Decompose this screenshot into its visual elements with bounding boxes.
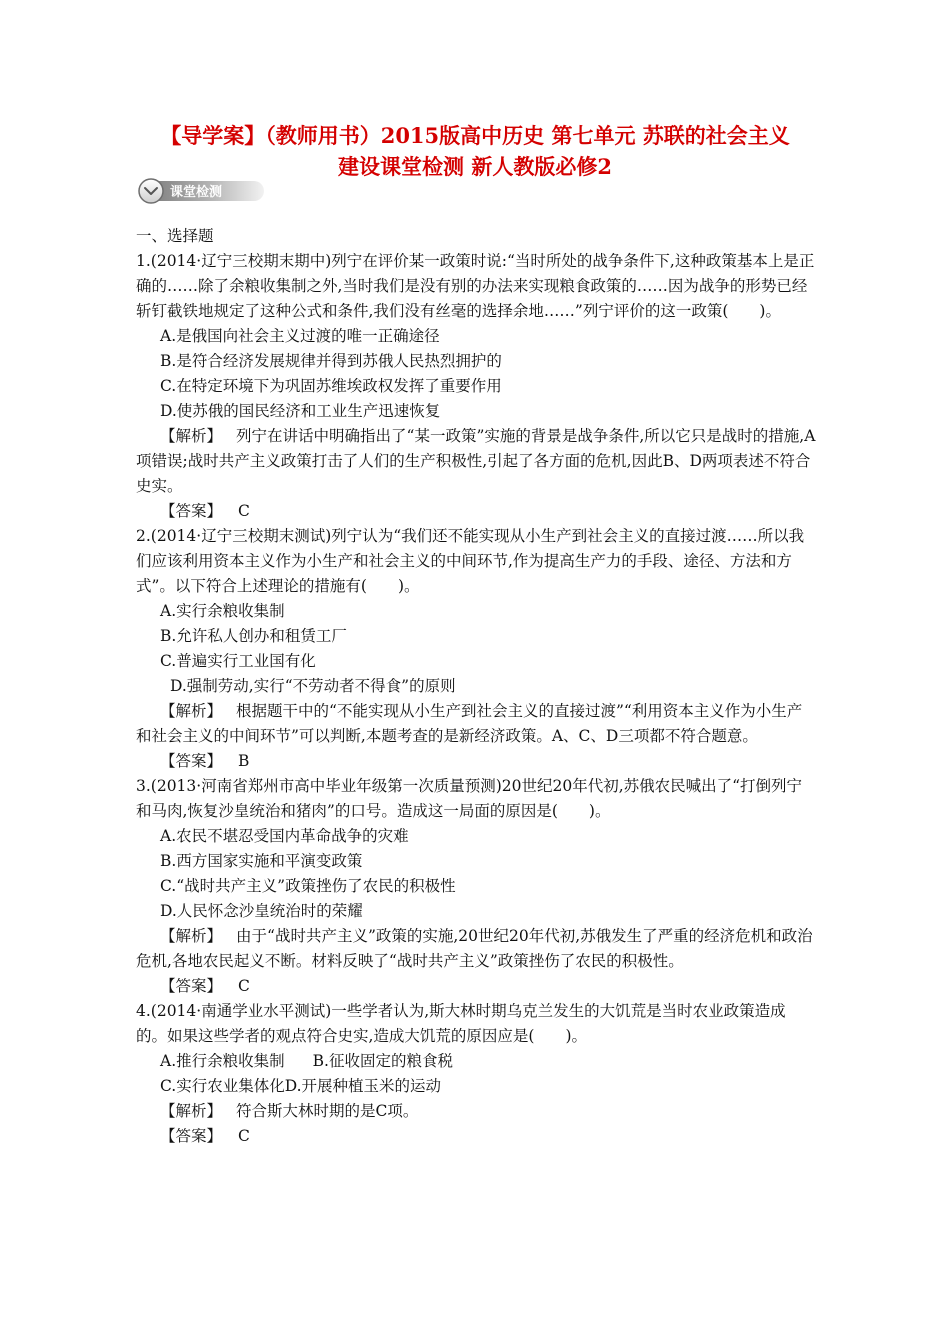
option-a: A.是俄国向社会主义过渡的唯一正确途径 bbox=[160, 327, 440, 345]
analysis-text: 根据题干中的“不能实现从小生产到社会主义的直接过渡”“利用资本主义作为小生产和社会主义的中间环节”可以判断,本题考查的是新经济政策。A、C、D三项都不符合题意。 bbox=[136, 702, 803, 745]
option-d: D.开展种植玉米的运动 bbox=[284, 1077, 442, 1095]
analysis-label: 【解析】 bbox=[160, 1102, 223, 1120]
option-c: C.“战时共产主义”政策挫伤了农民的积极性 bbox=[160, 877, 456, 895]
option-d: D.强制劳动,实行“不劳动者不得食”的原则 bbox=[170, 677, 456, 695]
option-a: A.实行余粮收集制 bbox=[160, 602, 285, 620]
section-badge bbox=[136, 176, 266, 206]
question-stem: 2.(2014·辽宁三校期末测试)列宁认为“我们还不能实现从小生产到社会主义的直接过渡……所以我们应该利用资本主义作为小生产和社会主义的中间环节,作为提高生产力的手段、途径、方法和方式”。以下符合上述理论的措施有( )。 bbox=[136, 527, 805, 595]
answer-label: 【答案】 bbox=[160, 977, 223, 995]
option-c: C.普遍实行工业国有化 bbox=[160, 652, 316, 670]
question-stem: 3.(2013·河南省郑州市高中毕业年级第一次质量预测)20世纪20年代初,苏俄农民喊出了“打倒列宁和马肉,恢复沙皇统治和猪肉”的口号。造成这一局面的原因是( )。 bbox=[136, 777, 803, 820]
answer-label: 【答案】 bbox=[160, 1127, 223, 1145]
answer bbox=[136, 499, 816, 524]
analysis bbox=[136, 1099, 816, 1124]
option-a: A.农民不堪忍受国内革命战争的灾难 bbox=[160, 827, 409, 845]
option-d: D.人民怀念沙皇统治时的荣耀 bbox=[160, 902, 363, 920]
option-d: D.使苏俄的国民经济和工业生产迅速恢复 bbox=[160, 402, 441, 420]
answer bbox=[136, 749, 816, 774]
answer bbox=[136, 974, 816, 999]
answer-value: C bbox=[238, 977, 250, 995]
option-c: C.实行农业集体化 bbox=[160, 1077, 285, 1095]
answer bbox=[136, 1124, 816, 1149]
answer-label: 【答案】 bbox=[160, 752, 223, 770]
options-row-2 bbox=[136, 1074, 816, 1099]
option-b: B.是符合经济发展规律并得到苏俄人民热烈拥护的 bbox=[160, 352, 502, 370]
analysis-label: 【解析】 bbox=[160, 702, 223, 720]
question-stem: 1.(2014·辽宁三校期末期中)列宁在评价某一政策时说:“当时所处的战争条件下,这种政策基本上是正确的……除了余粮收集制之外,当时我们是没有别的办法来实现粮食政策的……因为战争的形势已经斩钉截铁地规定了这种公式和条件,我们没有丝毫的选择余地……”列宁评价的这一政策( )。 bbox=[136, 252, 815, 320]
option-a: A.推行余粮收集制 bbox=[160, 1052, 285, 1070]
badge-graphic bbox=[136, 176, 266, 206]
answer-value: C bbox=[238, 502, 250, 520]
analysis-text: 列宁在讲话中明确指出了“某一政策”实施的背景是战争条件,所以它只是战时的措施,A项错误;战时共产主义政策打击了人们的生产积极性,引起了各方面的危机,因此B、D两项表述不符合史实。 bbox=[136, 427, 816, 495]
title-line-1: 【导学案】（教师用书）2015版高中历史 第七单元 苏联的社会主义 bbox=[160, 123, 790, 148]
answer-value: B bbox=[238, 752, 250, 770]
analysis bbox=[136, 699, 816, 749]
question-list bbox=[136, 224, 816, 1149]
question-2 bbox=[136, 524, 816, 774]
question-stem: 4.(2014·南通学业水平测试)一些学者认为,斯大林时期乌克兰发生的大饥荒是当时农业政策造成的。如果这些学者的观点符合史实,造成大饥荒的原因应是( )。 bbox=[136, 1002, 786, 1045]
options-row-1 bbox=[136, 1049, 816, 1074]
answer-label: 【答案】 bbox=[160, 502, 223, 520]
option-c: C.在特定环境下为巩固苏维埃政权发挥了重要作用 bbox=[160, 377, 502, 395]
title-line-2: 建设课堂检测 新人教版必修2 bbox=[338, 154, 612, 179]
question-1 bbox=[136, 249, 816, 524]
analysis-label: 【解析】 bbox=[160, 927, 223, 945]
analysis bbox=[136, 924, 816, 974]
analysis bbox=[136, 424, 816, 499]
question-3 bbox=[136, 774, 816, 999]
option-b: B.征收固定的粮食税 bbox=[312, 1052, 453, 1070]
analysis-text: 由于“战时共产主义”政策的实施,20世纪20年代初,苏俄发生了严重的经济危机和政治危机,各地农民起义不断。材料反映了“战时共产主义”政策挫伤了农民的积极性。 bbox=[136, 927, 813, 970]
option-b: B.允许私人创办和租赁工厂 bbox=[160, 627, 347, 645]
option-b: B.西方国家实施和平演变政策 bbox=[160, 852, 363, 870]
section-heading: 一、选择题 bbox=[136, 227, 214, 245]
document-title bbox=[90, 120, 860, 182]
question-4 bbox=[136, 999, 816, 1149]
answer-value: C bbox=[238, 1127, 250, 1145]
badge-label: 课堂检测 bbox=[170, 185, 223, 200]
analysis-text: 符合斯大林时期的是C项。 bbox=[236, 1102, 419, 1120]
analysis-label: 【解析】 bbox=[160, 427, 223, 445]
